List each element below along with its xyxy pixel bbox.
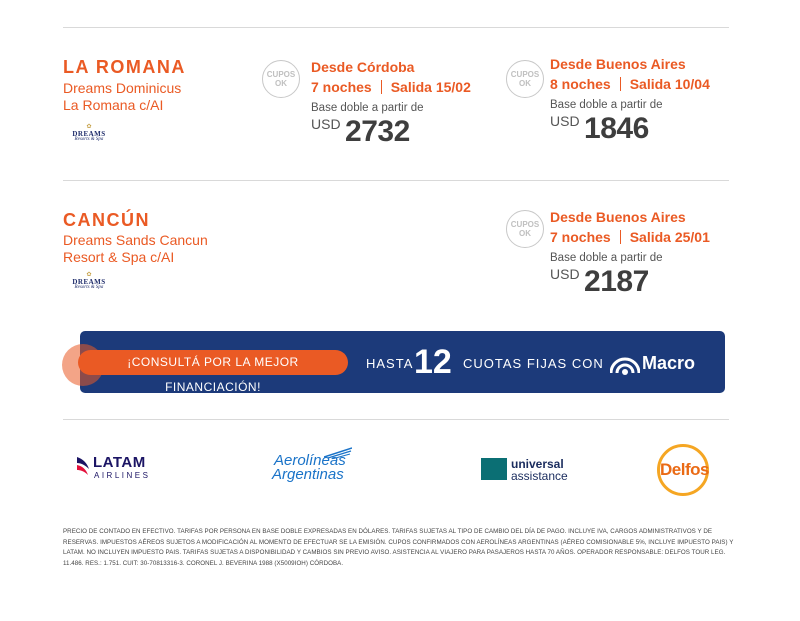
destination-title: LA ROMANA: [63, 57, 186, 77]
dreams-logo: ✿ DREAMS Resorts & Spa: [64, 272, 114, 290]
hotel-name-line: Dreams Dominicus: [63, 80, 182, 96]
dreams-ornament-icon: ✿: [86, 272, 92, 278]
cupos-ok-badge-icon: CUPOS OK: [506, 210, 544, 248]
legal-disclaimer: PRECIO DE CONTADO EN EFECTIVO. TARIFAS POR PERSONA EN BASE DOBLE EXPRESADAS EN DÓLARES. TARIFAS SUJETAS AL TIPO DE CAMBIO DEL DÍA DE PAGO. INCLUYE IVA, CARGOS ADMINISTRATIVOS Y DE RESERVAS. IMPUESTOS AÉREOS SUJETOS A MODIFICACIÓN AL MOMENTO DE EFECTUAR SE LA EMISIÓN. CUPOS CONFIRMADOS CON AEROLÍNEAS ARGENTINAS (AÉREO COMISIONABLE 5%, INCLUYE IMPUESTO PAIS) Y LATAM. NO INCLUYEN IMPUESTO PAIS. TARIFAS SUJETAS A DISPONIBILIDAD Y CAMBIOS SIN PREVIO AVISO. ASISTENCIA AL VIAJERO PARA PASAJEROS HASTA 70 AÑOS. OPERADOR RESPONSABLE: DELFOS TOUR LEG. 11.486. RES.: 1.751. CUIT: 30-70813316-3. CORONEL J. BEVERINA 1988 (X5009IOH) CÓRDOBA.: [63, 528, 734, 567]
hotel-name-line: Resort & Spa c/AI: [63, 249, 175, 265]
delfos-logo: Delfos: [660, 460, 709, 479]
offer-base-text: Base doble a partir de: [311, 102, 424, 114]
aerolineas-logo: Aerolíneas: [274, 452, 346, 469]
latam-logo: LATAM: [93, 454, 146, 471]
offer-price: USD 1846: [550, 112, 649, 145]
divider: [63, 180, 729, 181]
installments-number: 12: [414, 343, 452, 381]
offer-price: USD 2732: [311, 115, 410, 148]
latam-logo-sub: AIRLINES: [94, 471, 151, 480]
offer-card[interactable]: [311, 59, 471, 149]
macro-bank-name: Macro: [642, 353, 696, 373]
universal-assistance-logo-sub: assistance: [511, 469, 568, 483]
aerolineas-logo-sub: Argentinas: [272, 466, 344, 483]
latam-logo-icon: [75, 455, 91, 477]
offer-base-text: Base doble a partir de: [550, 99, 663, 111]
hotel-name: [63, 80, 181, 114]
offer-base-text: Base doble a partir de: [550, 252, 663, 264]
cupos-ok-badge-icon: CUPOS OK: [506, 60, 544, 98]
divider: [63, 419, 729, 420]
offer-origin: Desde Buenos Aires: [550, 209, 686, 225]
hotel-name-line: Dreams Sands Cancun: [63, 232, 208, 248]
financing-cta-button[interactable]: ¡CONSULTÁ POR LA MEJOR FINANCIACIÓN!: [78, 350, 348, 375]
dreams-logo: ✿ DREAMS Resorts & Spa: [64, 124, 114, 142]
macro-logo-icon: [610, 354, 640, 376]
offer-origin: Desde Buenos Aires: [550, 56, 686, 72]
dreams-ornament-icon: ✿: [86, 124, 92, 130]
offer-origin: Desde Córdoba: [311, 59, 415, 75]
offer-details: 7 noches Salida 15/02: [311, 79, 471, 95]
hotel-name-line: La Romana c/AI: [63, 97, 164, 113]
destination-title: CANCÚN: [63, 210, 150, 230]
financing-prefix: HASTA: [366, 356, 414, 371]
offer-card[interactable]: [550, 56, 710, 146]
offer-details: 8 noches Salida 10/04: [550, 76, 710, 92]
universal-assistance-logo: universal: [511, 457, 564, 471]
offer-price: USD 2187: [550, 265, 649, 298]
cupos-ok-badge-icon: CUPOS OK: [262, 60, 300, 98]
offer-card[interactable]: [550, 209, 710, 299]
offer-details: 7 noches Salida 25/01: [550, 229, 710, 245]
divider: [63, 27, 729, 28]
financing-suffix: CUOTAS FIJAS CON: [463, 356, 604, 371]
hotel-name: [63, 232, 208, 266]
universal-assistance-icon: [481, 458, 507, 480]
